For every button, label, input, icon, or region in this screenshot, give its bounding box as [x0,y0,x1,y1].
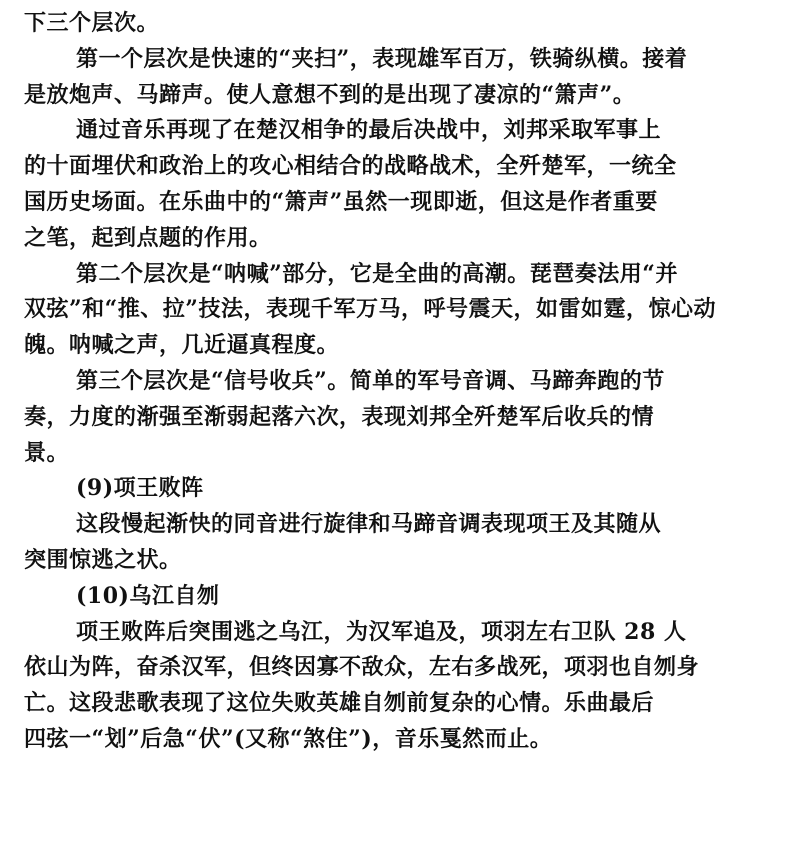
paragraph-first-line: 第二个层次是“呐喊”部分，它是全曲的高潮。琵琶奏法用“并 [76,260,678,287]
paragraph-first-line: 第三个层次是“信号收兵”。简单的军号音调、马蹄奔跑的节 [76,367,665,394]
section-heading: (10)乌江自刎 [76,582,220,609]
text-line: 依山为阵，奋杀汉军，但终因寡不敌众，左右多战死，项羽也自刎身 [24,654,700,681]
text-line: 的十面埋伏和政治上的攻心相结合的战略战术，全歼楚军，一统全 [24,153,677,180]
text-line: 双弦”和“推、拉”技法，表现千军万马，呼号震天，如雷如霆，惊心动 [24,296,716,323]
text-line: 奏，力度的渐强至渐弱起落六次，表现刘邦全歼楚军后收兵的情 [24,403,655,430]
text-line: 之笔，起到点题的作用。 [24,224,272,251]
paragraph-first-line: 这段慢起渐快的同音进行旋律和马蹄音调表现项王及其随从 [76,511,662,538]
section-heading: (9)项王败阵 [76,475,204,502]
paragraph-first-line: 第一个层次是快速的“夹扫”，表现雄军百万，铁骑纵横。接着 [76,45,688,72]
text-line: 国历史场面。在乐曲中的“箫声”虽然一现即逝，但这是作者重要 [24,188,658,215]
text-line: 魄。呐喊之声，几近逼真程度。 [24,332,340,359]
paragraph-first-line: 项王败阵后突围逃之乌江，为汉军追及，项羽左右卫队 28 人 [76,618,687,645]
text-column [24,6,786,758]
text-line: 突围惊逃之状。 [24,546,182,573]
text-line: 下三个层次。 [24,10,160,36]
paragraph-first-line: 通过音乐再现了在楚汉相争的最后决战中，刘邦采取军事上 [76,117,662,144]
text-line: 四弦一“划”后急“伏”(又称“煞住”)，音乐戛然而止。 [24,725,553,752]
text-line: 是放炮声、马蹄声。使人意想不到的是出现了凄凉的“箫声”。 [24,81,636,108]
text-line: 亡。这段悲歌表现了这位失败英雄自刎前复杂的心情。乐曲最后 [24,690,655,717]
text-line: 景。 [24,439,70,466]
